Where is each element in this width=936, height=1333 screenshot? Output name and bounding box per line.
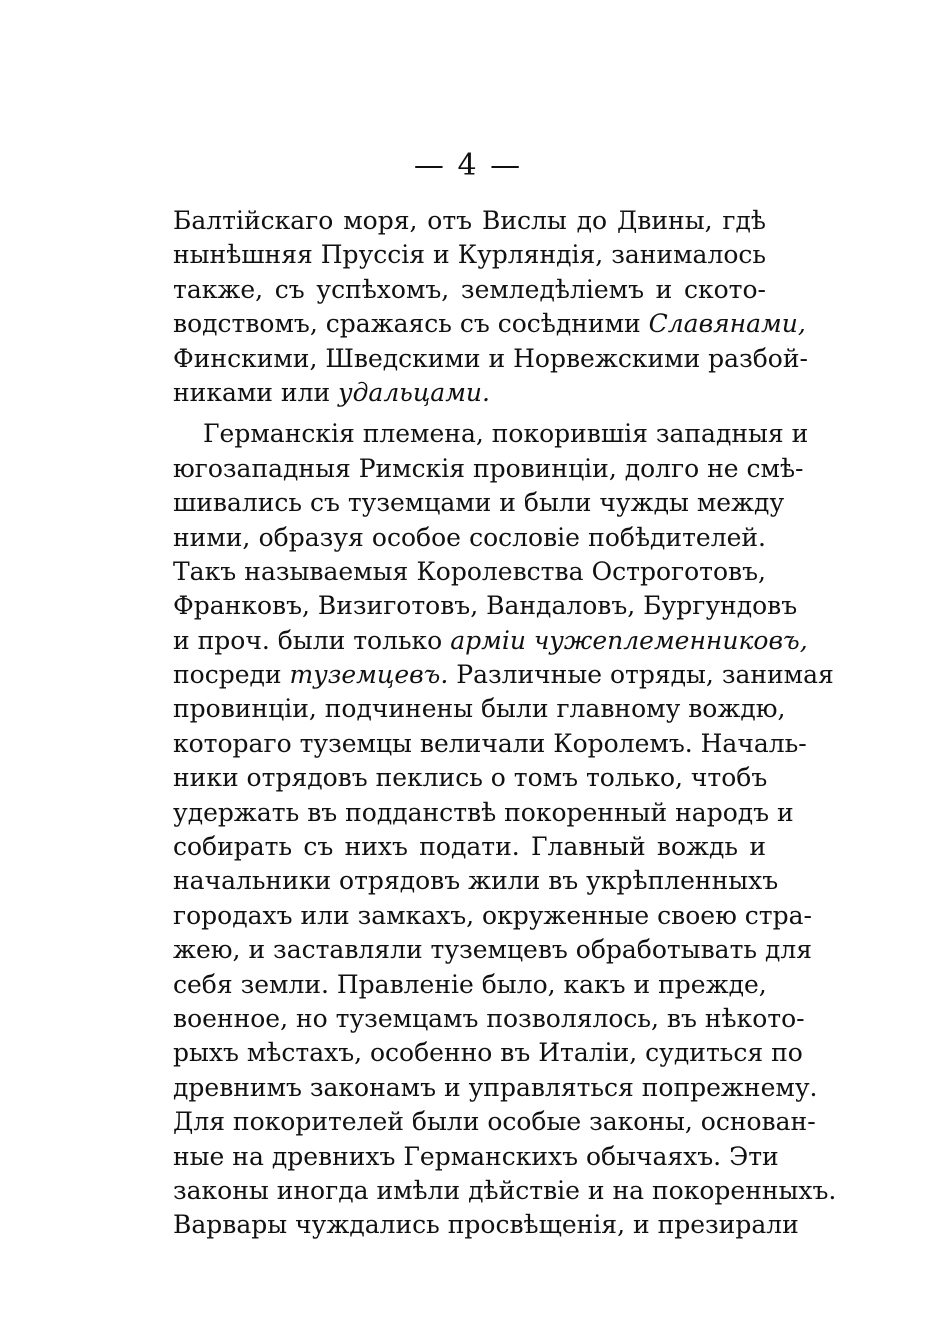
- paragraph: [173, 417, 837, 1242]
- text-line: городахъ или замкахъ, окруженные своею стра-: [173, 900, 812, 930]
- text-line: удержать въ подданствѣ покоренный народъ и: [173, 797, 794, 827]
- text-line: водствомъ, сражаясь съ сосѣдними Славянами,: [173, 309, 806, 339]
- text-line: провинціи, подчинены были главному вождю,: [173, 694, 786, 724]
- text-line: югозападныя Римскія провинціи, долго не смѣ-: [173, 453, 804, 483]
- text-line: Франковъ, Визиготовъ, Вандаловъ, Бургундовъ: [173, 591, 798, 621]
- text-line: Варвары чуждались просвѣщенія, и презирали: [173, 1210, 799, 1240]
- text-line: шивались съ туземцами и были чужды между: [173, 488, 785, 518]
- text-line: ные на древнихъ Германскихъ обычаяхъ. Эти: [173, 1141, 779, 1171]
- text-line: рыхъ мѣстахъ, особенно въ Италіи, судиться по: [173, 1038, 803, 1068]
- text-line: Германскія племена, покорившія западныя и: [203, 419, 809, 449]
- italic-text: туземцевъ.: [289, 660, 449, 690]
- text-line: Балтійскаго моря, отъ Вислы до Двины, гдѣ: [173, 206, 766, 235]
- page-number: — 4 —: [413, 148, 523, 183]
- text-line: законы иногда имѣли дѣйствіе и на покоренныхъ.: [173, 1175, 837, 1205]
- text-line: древнимъ законамъ и управляться попрежнему.: [173, 1072, 818, 1102]
- text-line: Финскими, Шведскими и Норвежскими разбой-: [173, 343, 808, 373]
- text-line: котораго туземцы величали Королемъ. Началь-: [173, 728, 807, 758]
- body-text: [173, 204, 837, 1243]
- text-line: нынѣшняя Пруссія и Курляндія, занималось: [173, 240, 766, 270]
- text-line: ними, образуя особое сословіе побѣдителей.: [173, 522, 766, 552]
- italic-text: Славянами,: [648, 309, 806, 339]
- paragraph: [173, 204, 808, 410]
- italic-text: удальцами.: [338, 377, 490, 407]
- text-line: посреди туземцевъ. Различные отряды, занимая: [173, 660, 834, 690]
- text-line: также, съ успѣхомъ, земледѣліемъ и ското-: [173, 274, 766, 304]
- italic-text: арміи чужеплеменниковъ,: [450, 625, 808, 655]
- text-line: никами или удальцами.: [173, 377, 490, 407]
- text-line: жею, и заставляли туземцевъ обработывать для: [173, 935, 813, 965]
- text-line: и проч. были только арміи чужеплеменниковъ,: [173, 625, 808, 655]
- text-line: себя земли. Правленіе было, какъ и прежде,: [173, 969, 767, 999]
- text-line: собирать съ нихъ подати. Главный вождь и: [173, 832, 766, 862]
- text-line: начальники отрядовъ жили въ укрѣпленныхъ: [173, 866, 779, 896]
- paragraph-gap: [173, 410, 766, 417]
- text-line: ники отрядовъ пеклись о томъ только, чтобъ: [173, 763, 768, 793]
- text-line: Такъ называемыя Королевства Остроготовъ,: [173, 556, 766, 586]
- text-line: военное, но туземцамъ позволялось, въ нѣкото-: [173, 1003, 805, 1033]
- text-line: Для покорителей были особые законы, основан-: [173, 1107, 816, 1137]
